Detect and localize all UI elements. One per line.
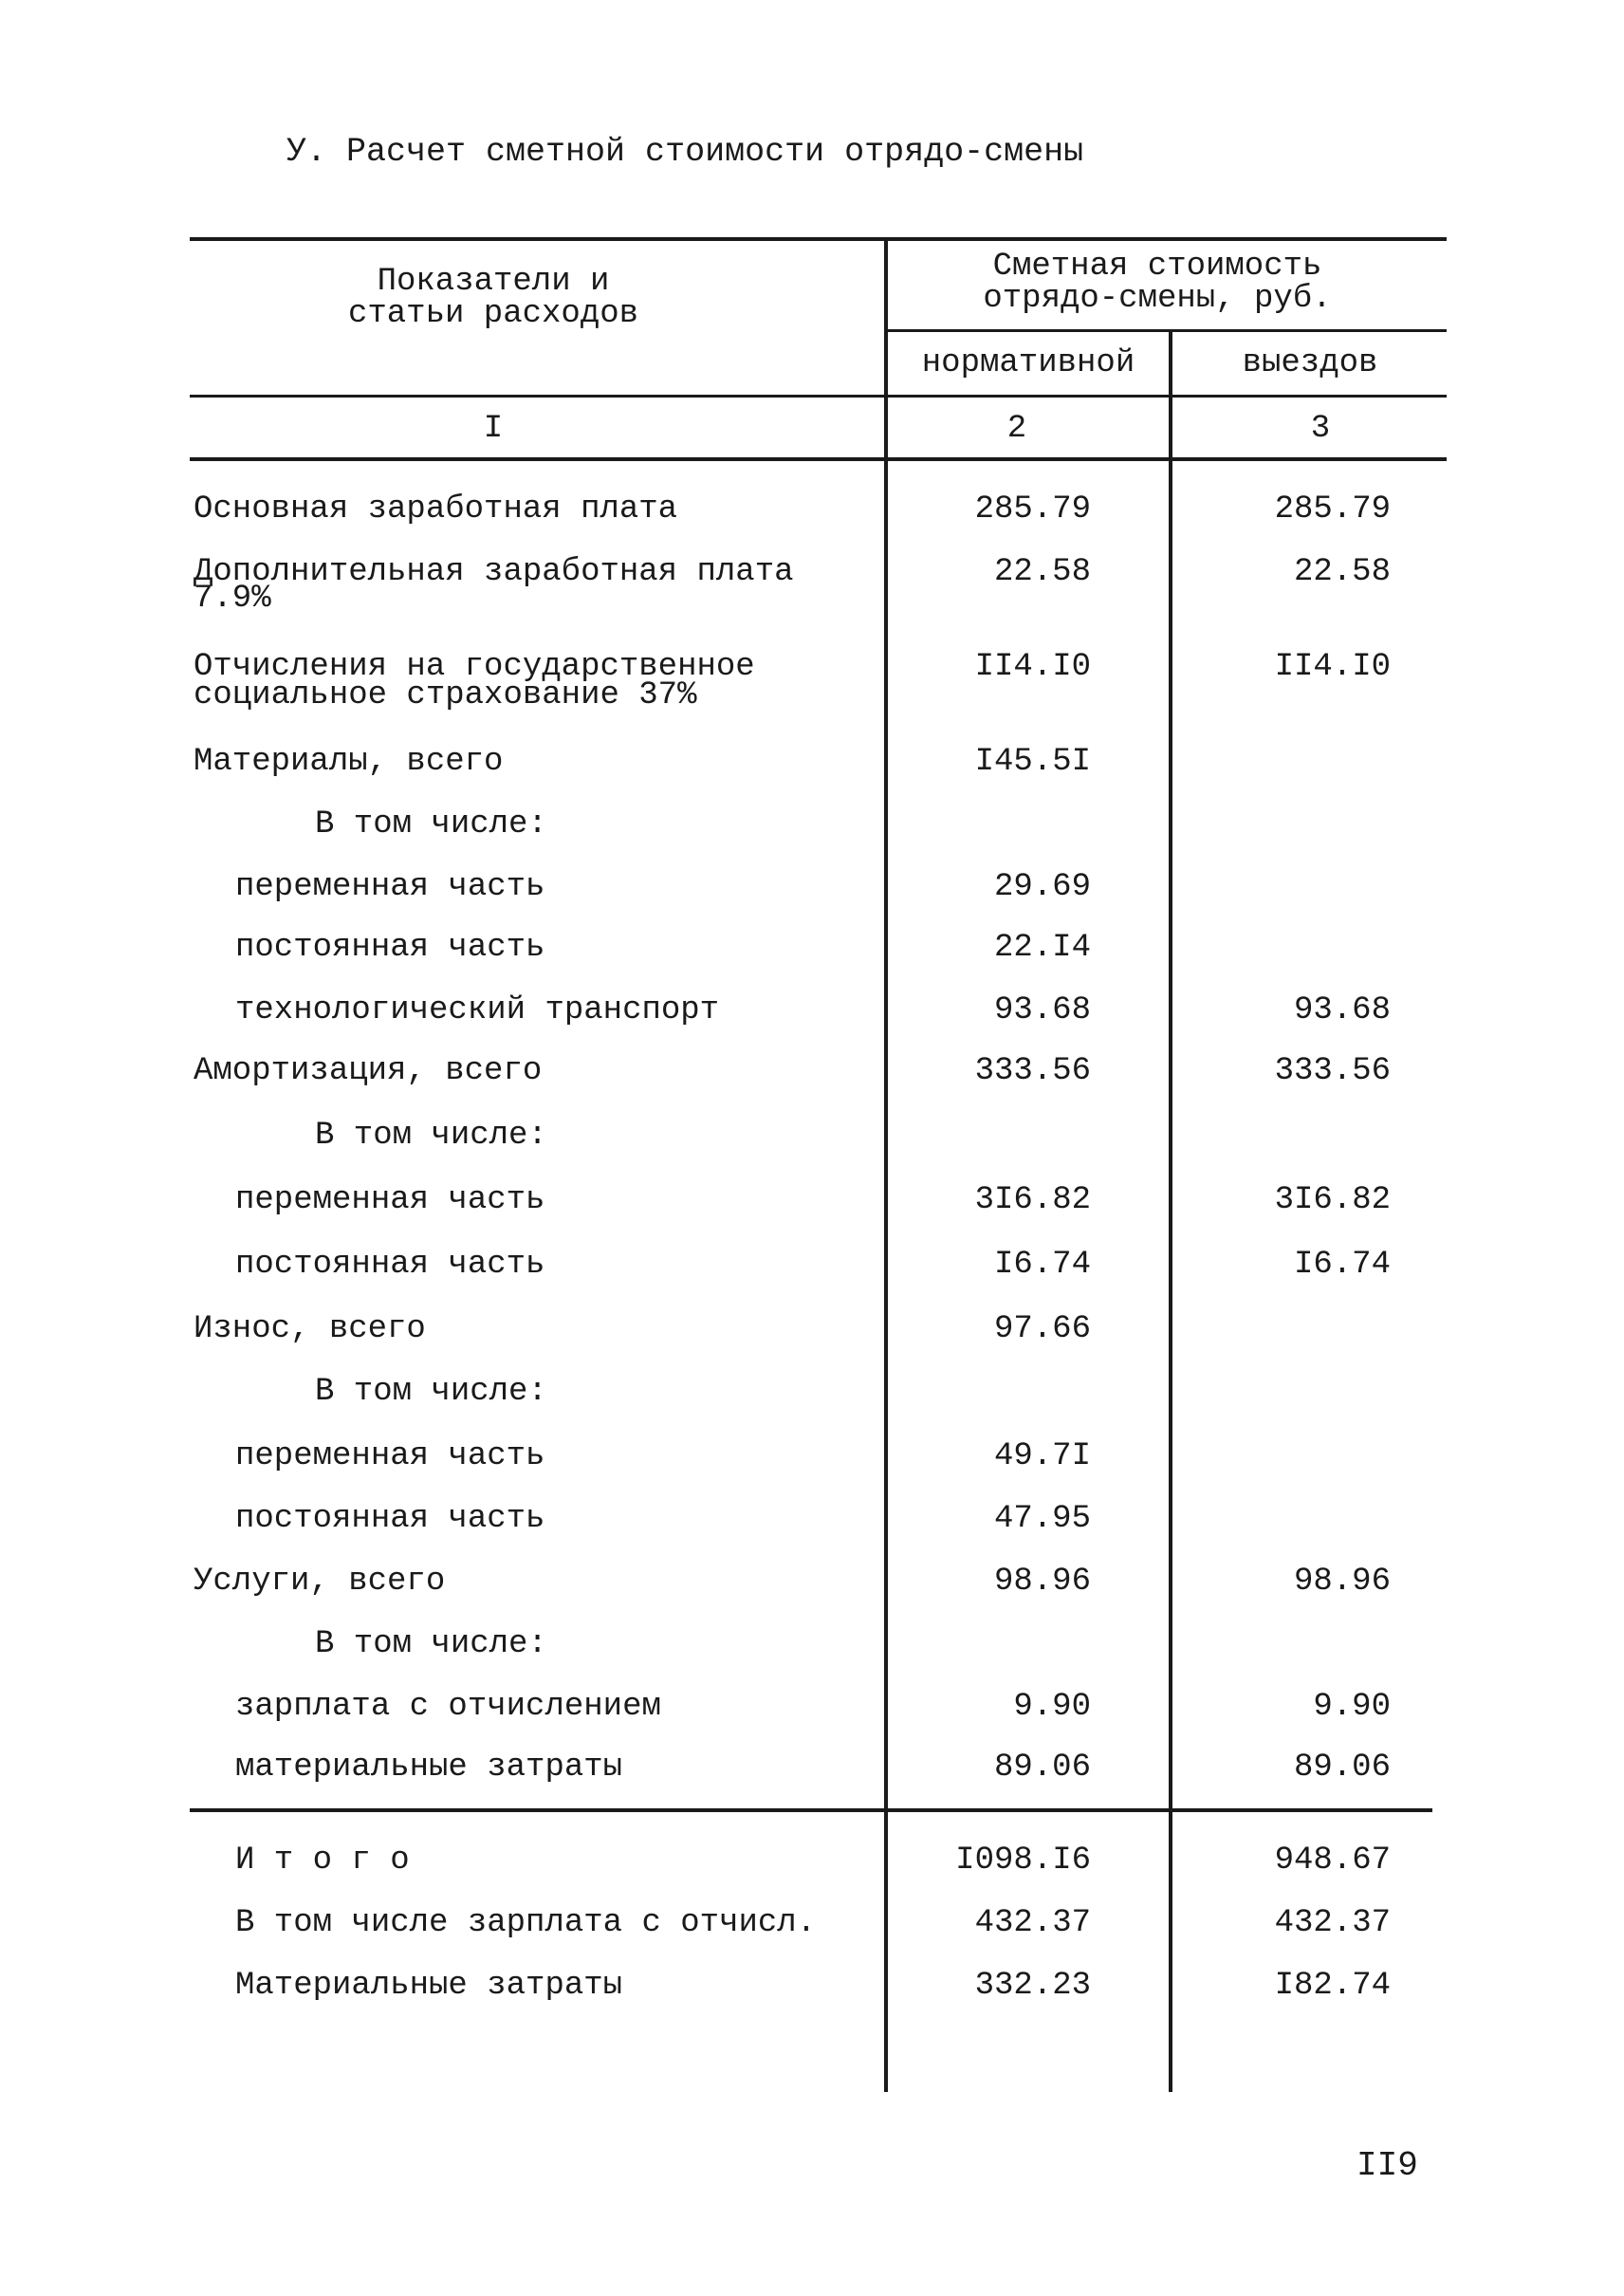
totals-label: И т о г о <box>235 1842 410 1879</box>
header-bottom-rule <box>190 395 1447 398</box>
row-label: Износ, всего <box>194 1311 426 1347</box>
row-value-trips: 98.96 <box>1293 1564 1391 1600</box>
totals-value-trips: I82.74 <box>1274 1968 1391 2004</box>
row-label: переменная часть <box>235 869 545 905</box>
row-value-normative: 22.58 <box>993 554 1091 590</box>
row-label-line2: социальное страхование 37% <box>194 677 697 713</box>
group-header-rule <box>887 329 1447 332</box>
page-number: II9 <box>1356 2146 1418 2185</box>
totals-rule <box>190 1808 1432 1812</box>
row-label: постоянная часть <box>235 1247 545 1283</box>
row-value-trips: 3I6.82 <box>1274 1182 1391 1218</box>
row-value-normative: I6.74 <box>993 1247 1091 1283</box>
row-value-normative: 97.66 <box>993 1311 1091 1347</box>
row-label: Материалы, всего <box>194 744 504 780</box>
row-label <box>194 651 755 712</box>
totals-value-trips: 432.37 <box>1274 1905 1391 1941</box>
column-divider-1 <box>884 237 888 2092</box>
column-number-1: I <box>483 411 504 447</box>
row-value-normative: 22.I4 <box>993 930 1091 966</box>
header-group-line2: отрядо-смены, руб. <box>983 281 1332 317</box>
header-indicators-line1: Показатели и <box>377 264 610 300</box>
row-label: В том числе: <box>315 1626 547 1662</box>
totals-value-normative: I098.I6 <box>955 1842 1091 1879</box>
header-indicators <box>285 266 702 330</box>
row-value-trips: 89.06 <box>1293 1750 1391 1786</box>
row-label-line1: Дополнительная заработная плата <box>194 554 794 590</box>
row-label: постоянная часть <box>235 1501 545 1537</box>
header-indicators-line2: статьи расходов <box>347 296 639 332</box>
row-value-trips: 285.79 <box>1274 491 1391 528</box>
row-label: переменная часть <box>235 1438 545 1474</box>
column-number-2: 2 <box>1006 411 1027 447</box>
row-label: В том числе: <box>315 1118 547 1154</box>
row-label: Услуги, всего <box>194 1564 446 1600</box>
row-label <box>194 556 794 615</box>
row-label-line1: Отчисления на государственное <box>194 649 755 685</box>
row-value-trips: 93.68 <box>1293 992 1391 1028</box>
row-label: В том числе: <box>315 1374 547 1410</box>
row-value-normative: 333.56 <box>974 1053 1091 1089</box>
totals-label: В том числе зарплата с отчисл. <box>235 1905 817 1941</box>
table-top-rule <box>190 237 1447 241</box>
totals-label: Материальные затраты <box>235 1968 623 2004</box>
row-value-trips: 9.90 <box>1313 1689 1391 1725</box>
row-label: Амортизация, всего <box>194 1053 543 1089</box>
page-title: У. Расчет сметной стоимости отрядо-смены <box>286 133 1084 171</box>
header-col2: нормативной <box>921 345 1135 381</box>
column-number-3: 3 <box>1310 411 1331 447</box>
totals-value-normative: 332.23 <box>974 1968 1091 2004</box>
row-label: материальные затраты <box>235 1750 623 1786</box>
row-value-trips: I6.74 <box>1293 1247 1391 1283</box>
column-divider-2 <box>1169 332 1172 2092</box>
row-value-normative: 89.06 <box>993 1750 1091 1786</box>
row-value-normative: 93.68 <box>993 992 1091 1028</box>
row-value-normative: 47.95 <box>993 1501 1091 1537</box>
row-label: Основная заработная плата <box>194 491 678 528</box>
row-label-line2: 7.9% <box>194 581 271 617</box>
row-value-normative: 9.90 <box>1013 1689 1091 1725</box>
row-value-normative: 3I6.82 <box>974 1182 1091 1218</box>
header-col3: выездов <box>1242 345 1378 381</box>
row-value-normative: 49.7I <box>993 1438 1091 1474</box>
row-value-normative: II4.I0 <box>974 649 1091 685</box>
totals-value-trips: 948.67 <box>1274 1842 1391 1879</box>
row-value-normative: 285.79 <box>974 491 1091 528</box>
row-label: переменная часть <box>235 1182 545 1218</box>
row-value-normative: 98.96 <box>993 1564 1091 1600</box>
row-value-trips: 333.56 <box>1274 1053 1391 1089</box>
totals-value-normative: 432.37 <box>974 1905 1091 1941</box>
header-group-line1: Сметная стоимость <box>992 249 1322 285</box>
row-value-normative: I45.5I <box>974 744 1091 780</box>
row-label: постоянная часть <box>235 930 545 966</box>
row-value-normative: 29.69 <box>993 869 1091 905</box>
header-group-cost <box>911 250 1404 315</box>
row-label: технологический транспорт <box>235 992 720 1028</box>
row-value-trips: II4.I0 <box>1274 649 1391 685</box>
numbering-bottom-rule <box>190 457 1447 461</box>
row-label: В том числе: <box>315 806 547 842</box>
row-value-trips: 22.58 <box>1293 554 1391 590</box>
row-label: зарплата с отчислением <box>235 1689 661 1725</box>
